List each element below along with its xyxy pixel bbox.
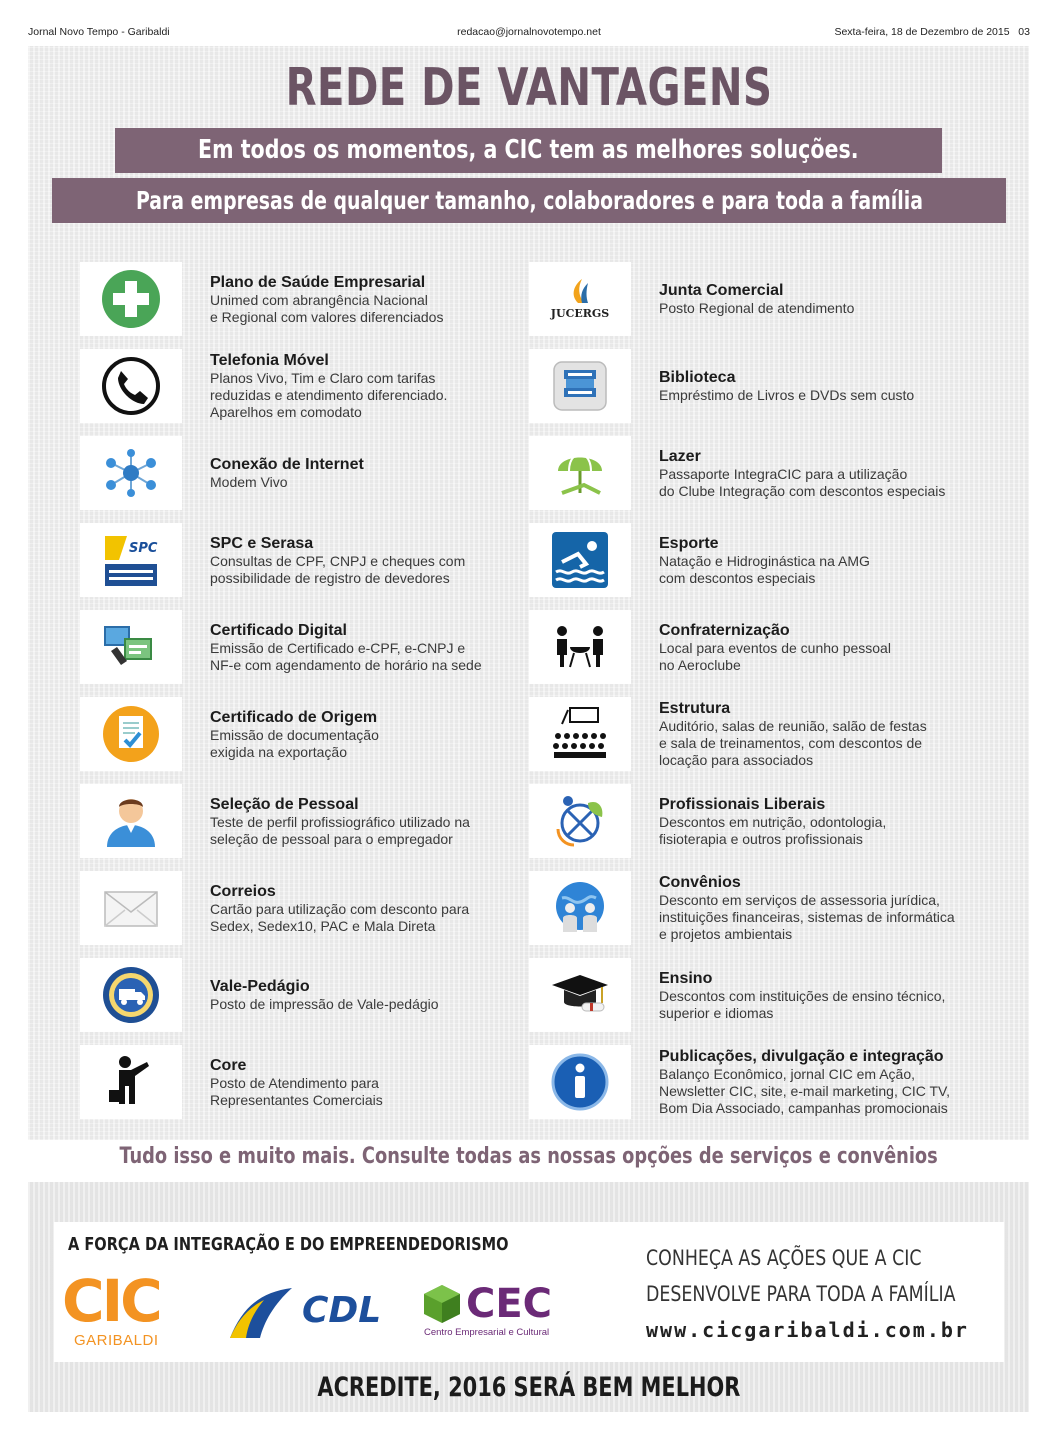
benefit-title: Junta Comercial bbox=[659, 282, 784, 299]
spc-serasa-icon bbox=[80, 523, 182, 597]
info-icon bbox=[529, 1045, 631, 1119]
closing-slogan bbox=[0, 1372, 1058, 1403]
benefit-title: Profissionais Liberais bbox=[659, 795, 826, 813]
closing-slogan-text: ACREDITE, 2016 SERÁ BEM MELHOR bbox=[317, 1372, 741, 1403]
benefit-title: SPC e Serasa bbox=[210, 534, 314, 552]
graduation-cap-icon bbox=[529, 958, 631, 1032]
benefit-title: Seleção de Pessoal bbox=[210, 795, 359, 813]
tagline-text: Tudo isso e muito mais. Consulte todas as nossas opções de serviços e convênios bbox=[119, 1144, 939, 1169]
cec-logo-text: CEC bbox=[466, 1281, 553, 1327]
subtitle-band-1 bbox=[115, 128, 942, 173]
beach-umbrella-icon bbox=[529, 436, 631, 510]
cic-garibaldi-logo bbox=[62, 1267, 182, 1349]
cic-logo-letters: CIC bbox=[62, 1267, 160, 1335]
conheca-line-1: CONHEÇA AS AÇÕES QUE A CIC bbox=[646, 1246, 922, 1270]
benefit-title: Biblioteca bbox=[659, 369, 736, 386]
benefit-desc: Descontos com instituições de ensino técnico, superior e idiomas bbox=[659, 987, 946, 1021]
benefit-title: Conexão de Internet bbox=[210, 456, 364, 473]
benefit-title: Certificado Digital bbox=[210, 621, 347, 639]
benefit-title: Lazer bbox=[659, 447, 701, 465]
envelope-icon bbox=[80, 871, 182, 945]
subtitle-2: Para empresas de qualquer tamanho, colaboradores e para toda a família bbox=[135, 186, 923, 215]
benefit-desc: Descontos em nutrição, odontologia, fisioterapia e outros profissionais bbox=[659, 813, 887, 847]
conheca-text bbox=[646, 1240, 976, 1312]
newspaper-name: Jornal Novo Tempo - Garibaldi bbox=[28, 26, 170, 38]
benefit-title: Vale-Pedágio bbox=[210, 978, 310, 995]
auditorium-icon bbox=[529, 697, 631, 771]
swimming-icon bbox=[529, 523, 631, 597]
network-icon bbox=[80, 436, 182, 510]
website-link[interactable]: www.cicgaribaldi.com.br bbox=[646, 1318, 969, 1342]
barbecue-icon bbox=[529, 610, 631, 684]
books-icon bbox=[529, 349, 631, 423]
benefit-desc: Unimed com abrangência Nacional e Regional com valores diferenciados bbox=[210, 291, 444, 325]
cdl-swoosh-icon bbox=[226, 1286, 296, 1340]
health-cross-icon bbox=[80, 262, 182, 336]
cec-cube-icon bbox=[422, 1283, 462, 1325]
phone-icon bbox=[80, 349, 182, 423]
benefit-desc: Cartão para utilização com desconto para Sedex, Sedex10, PAC e Mala Direta bbox=[210, 900, 470, 934]
benefit-title: Estrutura bbox=[659, 700, 731, 717]
benefit-title: Convênios bbox=[659, 874, 741, 891]
contact-email[interactable]: redacao@jornalnovotempo.net bbox=[457, 26, 601, 38]
benefit-desc: Planos Vivo, Tim e Claro com tarifas reduzidas e atendimento diferenciado. Aparelhos em comodato bbox=[210, 370, 448, 420]
benefit-desc: Local para eventos de cunho pessoal no Aeroclube bbox=[659, 639, 891, 673]
truck-badge-icon bbox=[80, 958, 182, 1032]
benefit-desc: Natação e Hidroginástica na AMG com descontos especiais bbox=[659, 552, 870, 586]
benefit-desc: Empréstimo de Livros e DVDs sem custo bbox=[659, 387, 915, 403]
cic-logo-sub: GARIBALDI bbox=[74, 1332, 159, 1349]
benefit-title: Plano de Saúde Empresarial bbox=[210, 273, 426, 291]
representative-icon bbox=[80, 1045, 182, 1119]
certificate-digital-icon bbox=[80, 610, 182, 684]
benefit-title: Ensino bbox=[659, 969, 713, 987]
benefit-title: Esporte bbox=[659, 534, 719, 552]
cec-logo bbox=[422, 1283, 572, 1343]
benefit-desc: Desconto em serviços de assessoria jurídica, instituições financeiras, sistemas de informática e projetos ambientais bbox=[659, 892, 955, 942]
benefit-title: Confraternização bbox=[659, 621, 790, 639]
benefit-desc: Modem Vivo bbox=[210, 474, 288, 490]
benefit-desc: Balanço Econômico, jornal CIC em Ação, Newsletter CIC, site, e-mail marketing, CIC TV, Bom Dia Associado, campanhas promocionais bbox=[659, 1066, 950, 1116]
benefit-desc: Passaporte IntegraCIC para a utilização do Clube Integração com descontos especiais bbox=[659, 465, 946, 499]
benefit-desc: Emissão de Certificado e-CPF, e-CNPJ e NF-e com agendamento de horário na sede bbox=[210, 639, 482, 673]
issue-date: Sexta-feira, 18 de Dezembro de 2015 03 bbox=[834, 26, 1030, 38]
page-title: REDE DE VANTAGENS bbox=[285, 58, 773, 118]
jucergs-logo-text: JUCERGS bbox=[550, 307, 610, 320]
tagline bbox=[0, 1144, 1058, 1169]
person-icon bbox=[80, 784, 182, 858]
forca-heading bbox=[68, 1234, 557, 1255]
jucergs-icon bbox=[529, 262, 631, 336]
forca-text: A FORÇA DA INTEGRAÇÃO E DO EMPREENDEDORISMO bbox=[68, 1234, 509, 1255]
benefit-desc: Teste de perfil profissiográfico utilizado na seleção de pessoal para o empregador bbox=[210, 813, 470, 847]
globe-people-icon bbox=[529, 871, 631, 945]
benefit-desc: Auditório, salas de reunião, salão de festas e sala de treinamentos, com descontos de locação para associados bbox=[659, 718, 927, 768]
benefit-desc: Posto de impressão de Vale-pedágio bbox=[210, 996, 439, 1012]
health-professionals-icon bbox=[529, 784, 631, 858]
subtitle-band-2 bbox=[52, 178, 1006, 223]
benefit-title: Core bbox=[210, 1056, 247, 1074]
benefit-desc: Posto Regional de atendimento bbox=[659, 300, 855, 316]
benefit-desc: Consultas de CPF, CNPJ e cheques com possibilidade de registro de devedores bbox=[210, 552, 466, 586]
svg-text:SPC: SPC bbox=[129, 541, 158, 556]
benefit-title: Publicações, divulgação e integração bbox=[659, 1048, 944, 1065]
benefit-desc: Posto de Atendimento para Representantes Comerciais bbox=[210, 1074, 383, 1108]
benefit-title: Telefonia Móvel bbox=[210, 352, 329, 369]
document-check-icon bbox=[80, 697, 182, 771]
benefit-title: Certificado de Origem bbox=[210, 708, 378, 726]
conheca-line-2: DESENVOLVE PARA TODA A FAMÍLIA bbox=[646, 1282, 956, 1306]
benefit-title: Correios bbox=[210, 882, 276, 900]
benefit-desc: Emissão de documentação exigida na exportação bbox=[210, 726, 379, 760]
cdl-logo bbox=[226, 1286, 386, 1340]
page-header bbox=[28, 26, 1030, 42]
cec-logo-sub: Centro Empresarial e Cultural bbox=[424, 1327, 550, 1338]
cdl-logo-text: CDL bbox=[302, 1290, 382, 1331]
subtitle-1: Em todos os momentos, a CIC tem as melhores soluções. bbox=[198, 135, 859, 165]
